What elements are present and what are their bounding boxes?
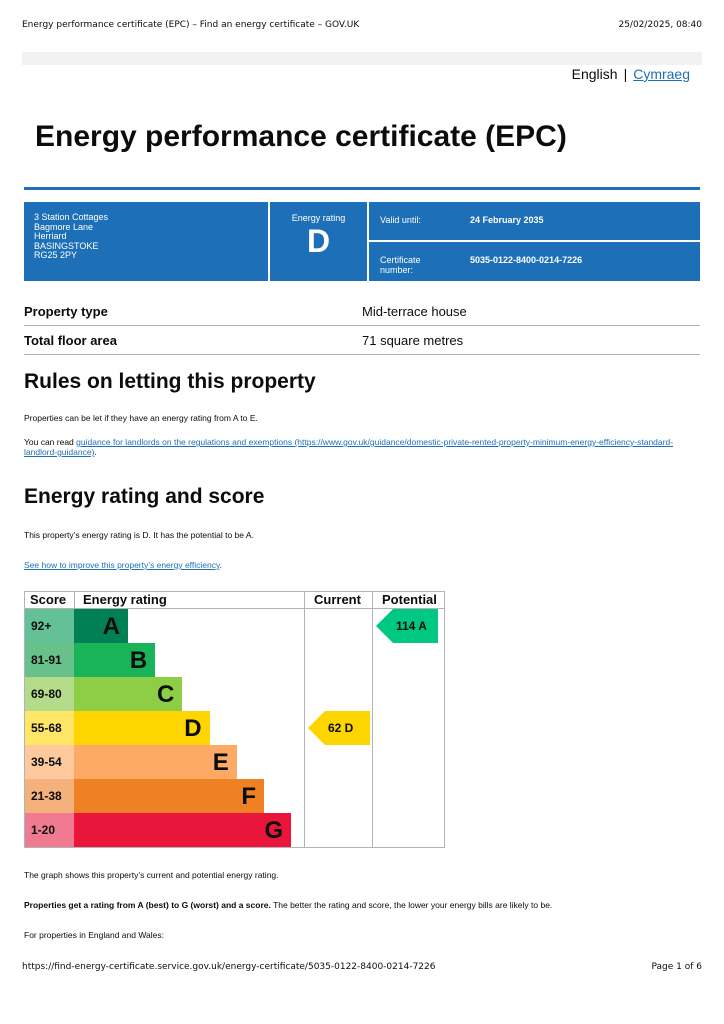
rating-band-b xyxy=(25,643,304,677)
rating-explanation xyxy=(24,900,684,910)
band-score-range: 21-38 xyxy=(25,779,74,813)
band-bar xyxy=(74,745,237,779)
rating-band-d xyxy=(25,711,304,745)
letting-guidance-suffix: . xyxy=(94,447,97,457)
improve-link-suffix: . xyxy=(219,560,222,570)
certificate-number-value: 5035-0122-8400-0214-7226 xyxy=(470,255,583,265)
print-header-timestamp: 25/02/2025, 08:40 xyxy=(618,20,702,30)
band-score-range: 1-20 xyxy=(25,813,74,847)
potential-rating-arrow-label: 114 A xyxy=(396,619,427,633)
band-bar xyxy=(74,609,128,643)
title-rule xyxy=(24,187,700,190)
landlord-guidance-link[interactable]: guidance for landlords on the regulations and exemptions (https://www.gov.uk/guidance/domestic-private-rented-property-minimum-energy-efficiency-standard-landlord-guidance) xyxy=(24,437,674,457)
chart-gridline xyxy=(372,592,373,847)
summary-value: Mid-terrace house xyxy=(362,304,467,319)
letting-rules-heading: Rules on letting this property xyxy=(24,370,316,393)
letting-rules-text: Properties can be let if they have an energy rating from A to E. xyxy=(24,413,258,423)
chart-gridline xyxy=(304,592,305,847)
band-letter: F xyxy=(241,783,256,810)
band-letter: G xyxy=(264,817,284,844)
summary-key: Total floor area xyxy=(24,333,117,348)
band-bar xyxy=(74,643,155,677)
energy-rating-label: Energy rating xyxy=(291,213,346,223)
summary-value: 71 square metres xyxy=(362,333,464,348)
print-header-title: Energy performance certificate (EPC) – Find an energy certificate – GOV.UK xyxy=(22,20,360,30)
summary-key: Property type xyxy=(24,304,108,319)
header-bar xyxy=(22,52,702,65)
summary-row-property-type xyxy=(24,297,700,326)
band-letter: B xyxy=(129,647,148,674)
rating-band-g xyxy=(25,813,304,847)
rating-band-a xyxy=(25,609,304,643)
language-separator: | xyxy=(623,66,628,82)
potential-rating-arrow xyxy=(376,609,438,643)
rating-explanation-bold: Properties get a rating from A (best) to G (worst) and a score. xyxy=(24,900,271,910)
graph-explanation: The graph shows this property’s current and potential energy rating. xyxy=(24,870,279,880)
energy-rating-heading: Energy rating and score xyxy=(24,485,265,508)
band-bar xyxy=(74,677,182,711)
rating-band-c xyxy=(25,677,304,711)
band-letter: C xyxy=(157,681,175,708)
band-bar xyxy=(74,779,264,813)
chart-header-current: Current xyxy=(314,592,361,607)
certificate-summary-box xyxy=(24,202,700,281)
footer-page-number: Page 1 of 6 xyxy=(651,962,702,972)
band-score-range: 81-91 xyxy=(25,643,74,677)
improve-paragraph xyxy=(24,560,684,570)
band-score-range: 55-68 xyxy=(25,711,74,745)
language-welsh-link[interactable]: Cymraeg xyxy=(633,66,690,82)
band-score-range: 92+ xyxy=(25,609,74,643)
summary-row-floor-area xyxy=(24,326,700,355)
band-letter: E xyxy=(212,749,229,776)
energy-rating-text: This property’s energy rating is D. It has the potential to be A. xyxy=(24,530,254,540)
letting-guidance-paragraph xyxy=(24,437,684,457)
band-letter: A xyxy=(102,613,120,640)
chart-header-score: Score xyxy=(30,592,67,607)
band-bar xyxy=(74,813,291,847)
language-english: English xyxy=(571,66,618,82)
current-rating-arrow-label: 62 D xyxy=(328,721,354,735)
language-switcher xyxy=(572,66,690,82)
rating-explanation-rest: The better the rating and score, the lower your energy bills are likely to be. xyxy=(270,900,553,910)
current-rating-arrow xyxy=(308,711,370,745)
valid-until-value: 24 February 2035 xyxy=(470,215,544,225)
improve-efficiency-link[interactable]: See how to improve this property’s energy efficiency xyxy=(24,560,220,570)
address-line: RG25 2PY xyxy=(34,250,78,261)
valid-until-label: Valid until: xyxy=(380,215,421,225)
rating-band-e xyxy=(25,745,304,779)
england-wales-text: For properties in England and Wales: xyxy=(24,930,165,940)
address-line: BASINGSTOKE xyxy=(34,240,99,251)
certificate-number-label: Certificate number: xyxy=(380,255,421,275)
chart-header-potential: Potential xyxy=(382,592,437,607)
energy-rating-chart xyxy=(24,591,445,848)
chart-header-energy-rating: Energy rating xyxy=(83,592,167,607)
band-bar xyxy=(74,711,210,745)
band-score-range: 39-54 xyxy=(25,745,74,779)
address-line: Bagmore Lane xyxy=(34,221,94,232)
address-line: 3 Station Cottages xyxy=(34,212,109,222)
band-score-range: 69-80 xyxy=(25,677,74,711)
divider xyxy=(369,240,700,242)
property-address xyxy=(34,213,108,261)
footer-url: https://find-energy-certificate.service.gov.uk/energy-certificate/5035-0122-8400-0214-7226 xyxy=(22,962,436,972)
rating-band-f xyxy=(25,779,304,813)
page-title: Energy performance certificate (EPC) xyxy=(35,120,567,153)
energy-rating-letter: D xyxy=(306,223,331,259)
band-letter: D xyxy=(184,715,202,742)
property-summary-list xyxy=(24,297,700,355)
address-line: Herriard xyxy=(34,231,67,242)
print-header xyxy=(22,20,702,34)
letting-guidance-prefix: You can read xyxy=(24,437,77,447)
